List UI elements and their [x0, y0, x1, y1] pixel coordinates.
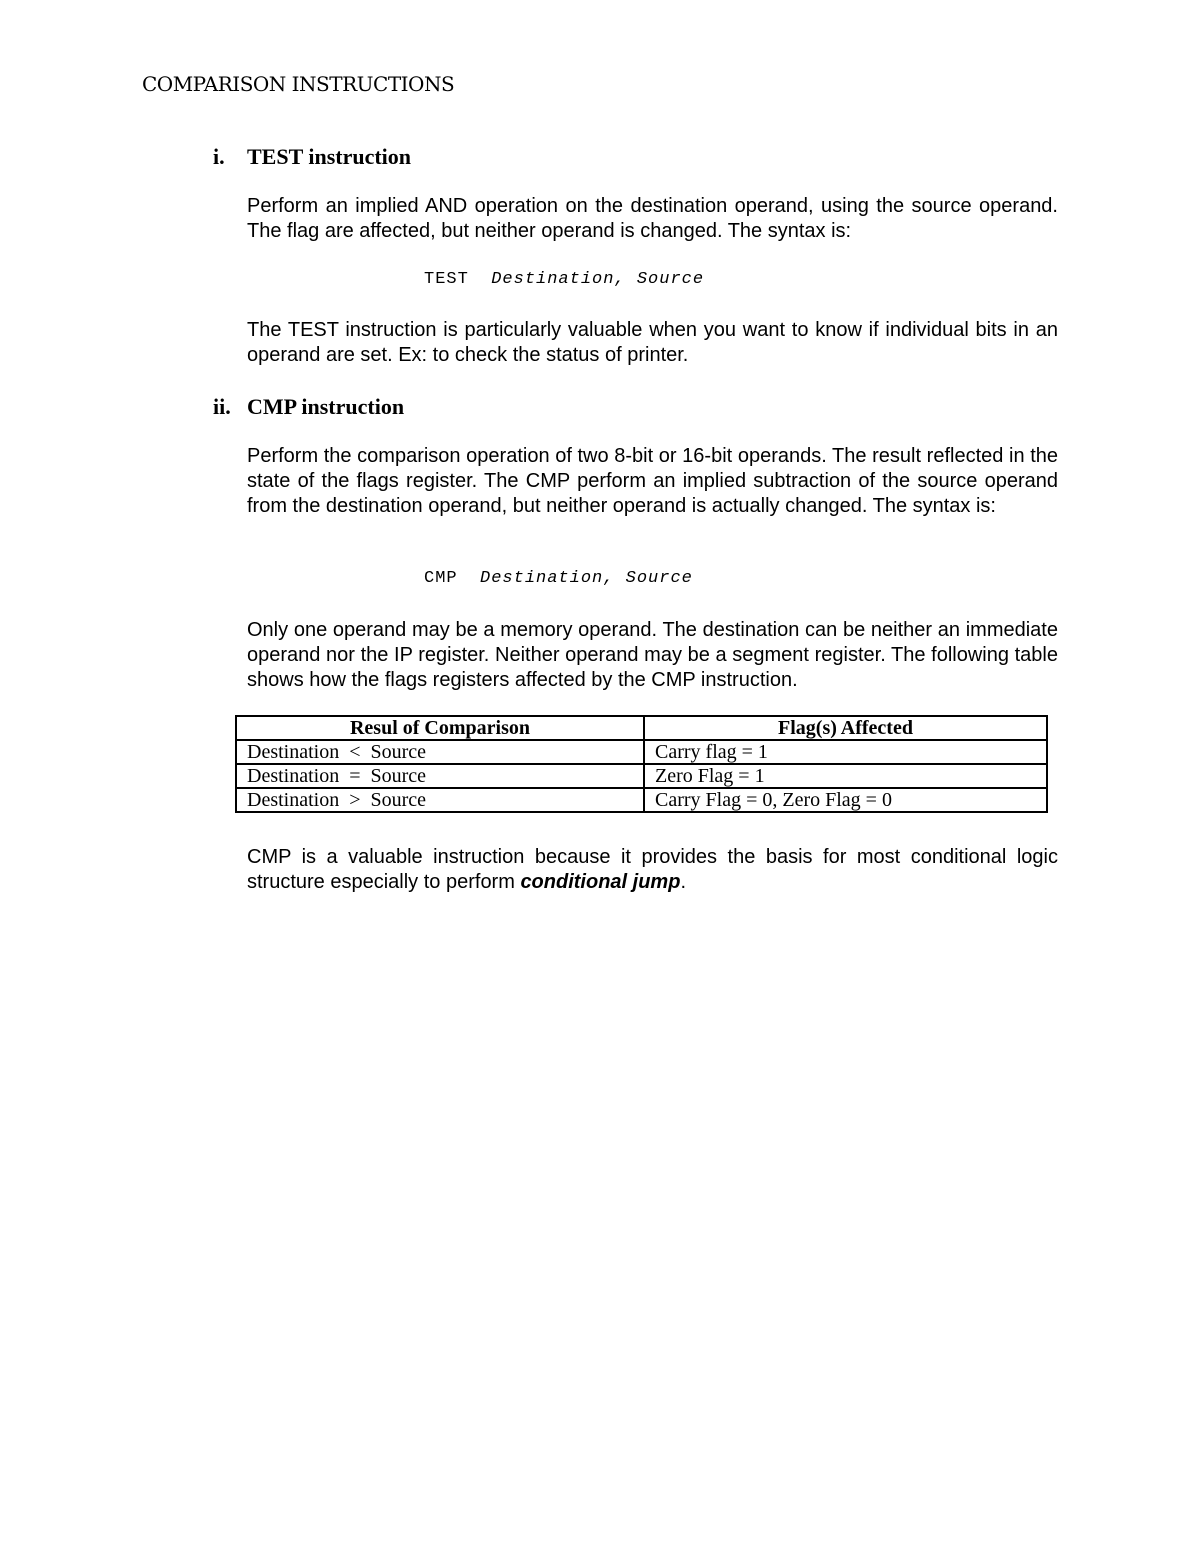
table-row	[236, 788, 1047, 812]
table-cell-comparison: Destination = Source	[236, 764, 644, 788]
flags-table	[235, 715, 1048, 813]
table-row	[236, 740, 1047, 764]
table-cell-comparison: Destination < Source	[236, 740, 644, 764]
cmp-description: Perform the comparison operation of two 8-bit or 16-bit operands. The result reflected in the state of the flags register. The CMP perform an implied subtraction of the source operand from the destination operand, but neither operand is actually changed. The syntax is:	[247, 445, 1058, 517]
table-header-row	[236, 716, 1047, 740]
table-cell-flags: Carry Flag = 0, Zero Flag = 0	[644, 788, 1047, 812]
closing-emphasis: conditional jump	[520, 871, 681, 893]
closing-period: .	[680, 871, 686, 893]
cmp-syntax	[424, 569, 693, 588]
syntax-operands: Destination, Source	[491, 270, 705, 289]
table-row	[236, 764, 1047, 788]
table-cell-comparison: Destination > Source	[236, 788, 644, 812]
section-heading-cmp	[213, 394, 405, 420]
table-cell-flags: Carry flag = 1	[644, 740, 1047, 764]
table-header-comparison: Resul of Comparison	[236, 716, 644, 740]
table-cell-flags: Zero Flag = 1	[644, 764, 1047, 788]
syntax-mnemonic: CMP	[424, 569, 458, 588]
cmp-note: Only one operand may be a memory operand. The destination can be neither an immediate operand nor the IP register. Neither operand may be a segment register. The following table shows how the flags registers affected by the CMP instruction.	[247, 619, 1058, 691]
section-number: i.	[213, 144, 225, 169]
closing-paragraph	[247, 845, 1058, 895]
test-note: The TEST instruction is particularly valuable when you want to know if individual bits in an operand are set. Ex: to check the status of printer.	[247, 319, 1058, 366]
closing-text: CMP is a valuable instruction because it provides the basis for most conditional logic structure especially to perform	[247, 846, 1058, 893]
section-title: TEST instruction	[247, 144, 412, 169]
test-description: Perform an implied AND operation on the destination operand, using the source operand. The flag are affected, but neither operand is changed. The syntax is:	[247, 195, 1058, 242]
section-number: ii.	[213, 394, 231, 419]
section-heading-test	[213, 144, 412, 170]
syntax-operands: Destination, Source	[480, 569, 693, 588]
syntax-mnemonic: TEST	[424, 270, 469, 289]
page-title: COMPARISON INSTRUCTIONS	[142, 72, 455, 96]
section-title: CMP instruction	[247, 394, 405, 419]
table-header-flags: Flag(s) Affected	[644, 716, 1047, 740]
test-syntax	[424, 270, 704, 289]
